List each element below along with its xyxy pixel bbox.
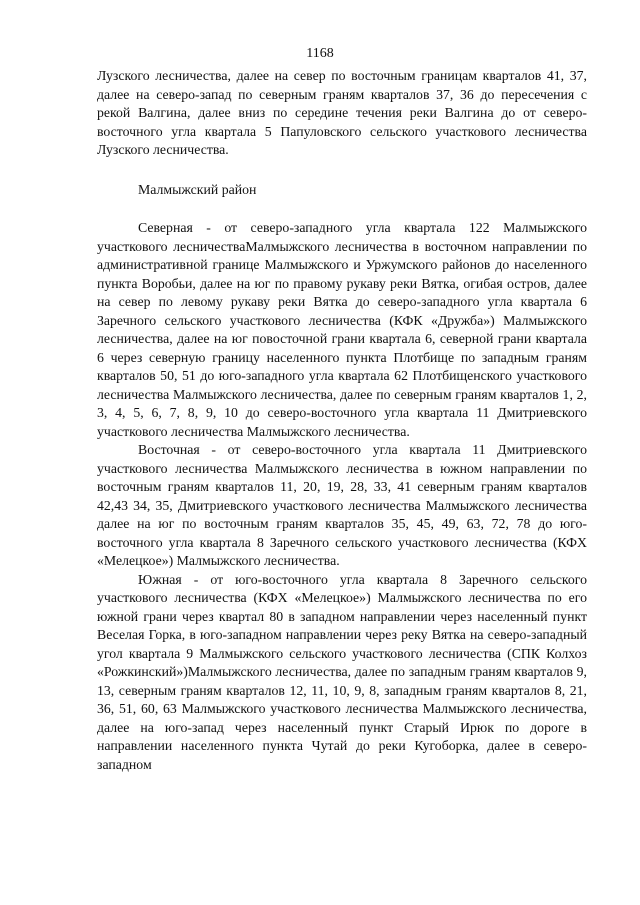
spacer bbox=[97, 199, 587, 219]
paragraph-east: Восточная - от северо-восточного угла квартала 11 Дмитриевского участкового лесничества Малмыжского лесничества в южном направлении по восточным граням кварталов 11, 20, 19, 28, 33, 41 северным граням кварталов 42,43 34, 35, Дмитриевского участкового лесничества Малмыжского лесничества далее на юг по восточным граням кварталов 35, 45, 49, 63, 72, 78 до юго-восточного угла квартала 8 Заречного сельского участкового лесничества (КФХ «Мелецкое») Малмыжского лесничества. bbox=[97, 442, 587, 568]
paragraph-south: Южная - от юго-восточного угла квартала 8 Заречного сельского участкового лесничества (КФХ «Мелецкое») Малмыжского лесничества по его южной грани через квартал 80 в западном направлении через населенный пункт Веселая Горка, в юго-западном направлении через реку Вятка на северо-западный угол квартала 9 Малмыжского сельского участкового лесничества (СПК Колхоз «Рожкинский»)Малмыжского лесничества, далее по западным граням кварталов 9, 13, северным граням кварталов 12, 11, 10, 9, 8, западным граням кварталов 8, 21, 36, 51, 60, 63 Малмыжского участкового лесничества Малмыжского лесничества, далее на юго-запад через населенный пункт Старый Ирюк по дороге в направлении населенного пункта Чутай до реки Кугоборка, далее в северо-западном bbox=[97, 571, 587, 772]
paragraph-north: Северная - от северо-западного угла квартала 122 Малмыжского участкового лесничестваМалмыжского лесничества в восточном направлении по административной границе Малмыжского и Уржумского районов до населенного пункта Воробьи, далее на юг по правому рукаву реки Вятка, огибая остров, далее на север по левому рукаву реки Вятка до северо-западного угла квартала 6 Заречного сельского участкового лесничества (КФК «Дружба») Малмыжского лесничества, далее на юг повосточной грани квартала 6, северной грани квартала 6 через северную границу населенного пункта Плотбище по западным граням кварталов 50, 51 до юго-западного угла квартала 62 Плотбищенского участкового лесничества Малмыжского лесничества, далее по северным граням кварталов 1, 2, 3, 4, 5, 6, 7, 8, 9, 10 до северо-восточного угла квартала 11 Дмитриевского участкового лесничества Малмыжского лесничества. bbox=[97, 220, 587, 439]
continuation-paragraph: Лузского лесничества, далее на север по восточным границам кварталов 41, 37, далее на северо-запад по северным граням кварталов 37, 36 до пересечения с рекой Валгина, далее вниз по середине течения реки Валгина до от северо-восточного угла квартала 5 Папуловского сельского участкового лесничества Лузского лесничества. bbox=[97, 68, 587, 157]
page-number: 1168 bbox=[306, 46, 334, 61]
spacer bbox=[97, 160, 587, 181]
section-heading: Малмыжский район bbox=[138, 181, 257, 197]
document-body bbox=[97, 67, 587, 774]
